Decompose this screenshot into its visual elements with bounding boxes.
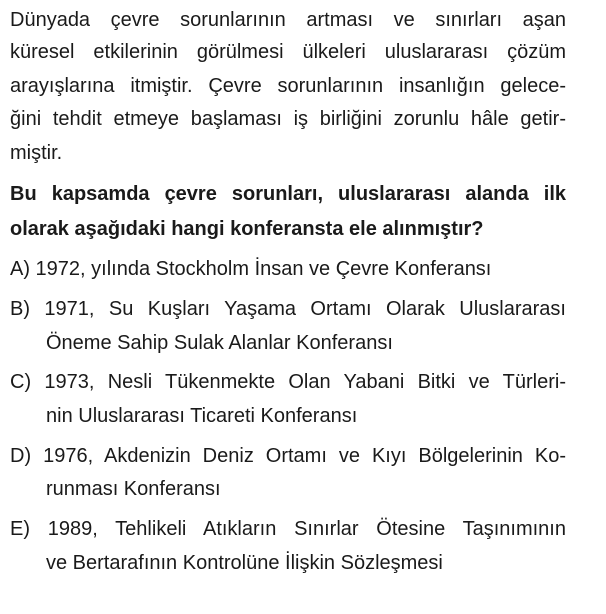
passage-line: ğini tehdit etmeye başlaması iş birliğini zorunlu hâle getir- (10, 108, 566, 130)
option-e[interactable]: E) 1989, Tehlikeli Atıkların Sınırlar Ötesine Taşınımının (10, 518, 566, 540)
option-c-continued[interactable]: nin Uluslararası Ticareti Konferansı (46, 405, 358, 427)
question-stem-line: olarak aşağıdaki hangi konferansta ele alınmıştır? (10, 218, 484, 240)
option-e-continued[interactable]: ve Bertarafının Kontrolüne İlişkin Sözleşmesi (46, 552, 443, 574)
option-a[interactable]: A) 1972, yılında Stockholm İnsan ve Çevre Konferansı (10, 258, 492, 280)
question-stem-line: Bu kapsamda çevre sorunları, uluslararası alanda ilk (10, 183, 566, 205)
passage-line: küresel etkilerinin görülmesi ülkeleri uluslararası çözüm (10, 41, 566, 63)
option-b-continued[interactable]: Öneme Sahip Sulak Alanlar Konferansı (46, 332, 393, 354)
option-b[interactable]: B) 1971, Su Kuşları Yaşama Ortamı Olarak Uluslararası (10, 298, 566, 320)
option-d[interactable]: D) 1976, Akdenizin Deniz Ortamı ve Kıyı Bölgelerinin Ko- (10, 445, 566, 467)
option-d-continued[interactable]: runması Konferansı (46, 478, 221, 500)
passage-line: Dünyada çevre sorunlarının artması ve sınırları aşan (10, 9, 566, 31)
passage-line: arayışlarına itmiştir. Çevre sorunlarının insanlığın gelece- (10, 75, 566, 97)
passage-line: miştir. (10, 142, 63, 164)
option-c[interactable]: C) 1973, Nesli Tükenmekte Olan Yabani Bitki ve Türleri- (10, 371, 566, 393)
